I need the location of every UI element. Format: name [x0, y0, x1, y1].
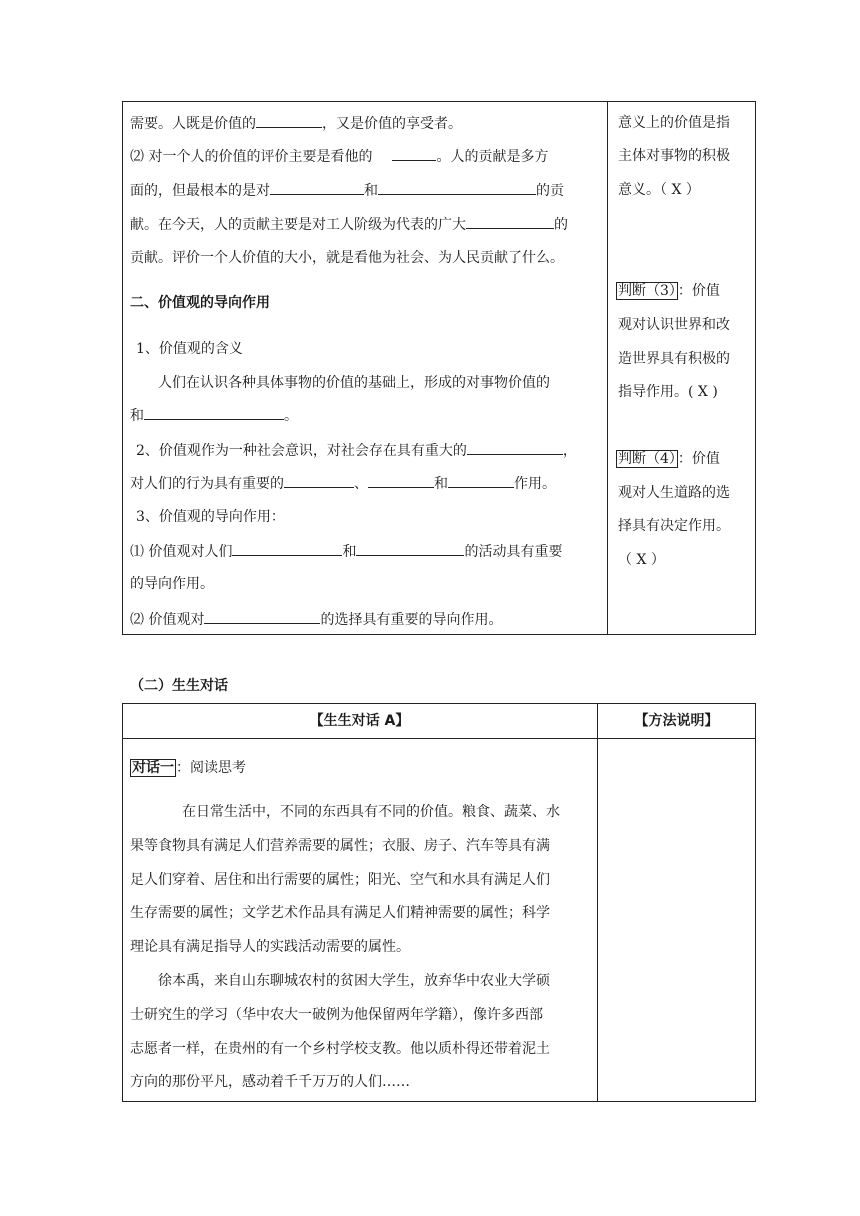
col-header-method: 【方法说明】 — [634, 713, 719, 729]
judgment-label-box: 判断（4） — [618, 451, 676, 467]
paragraph-line: 果等食物具有满足人们营养需要的属性；衣服、房子、汽车等具有满 — [130, 838, 550, 854]
note-line: 择具有决定作用。 — [618, 518, 730, 534]
note-line: 意义上的价值是指 — [618, 115, 730, 131]
text-line: ⑴ 价值观对人们 和 的活动具有重要 — [130, 541, 562, 562]
paragraph-line: 理论具有满足指导人的实践活动需要的属性。 — [130, 939, 410, 955]
fill-blank[interactable] — [392, 146, 436, 161]
text-line: 和 。 — [130, 405, 298, 426]
text-line: 对人们的行为具有重要的 、 和 作用。 — [130, 473, 556, 494]
fill-blank[interactable] — [378, 180, 536, 195]
dialogue-label: 对话一 ：阅读思考 — [132, 760, 246, 776]
dialogue-label-box: 对话一 — [132, 760, 174, 776]
text-line: 面的，但最根本的是对 和 的贡 — [130, 180, 564, 201]
text-line: 需要。人既是价值的 ，又是价值的享受者。 — [130, 113, 462, 134]
fill-blank[interactable] — [368, 473, 434, 488]
col-header-dialogue: 【生生对话 A】 — [309, 713, 410, 729]
fill-blank[interactable] — [256, 113, 322, 128]
subheading: 3、价值观的导向作用： — [136, 509, 285, 525]
text-line: 献。在今天，人的贡献主要是对工人阶级为代表的广大 的 — [130, 214, 568, 235]
fill-blank[interactable] — [232, 541, 342, 556]
note-line: 造世界具有积极的 — [618, 351, 730, 367]
table-top-divider — [607, 101, 608, 634]
paragraph-line: 生存需要的属性；文学艺术作品具有满足人们精神需要的属性；科学 — [130, 905, 550, 921]
section-title: （二）生生对话 — [130, 678, 228, 694]
text-line: 人们在认识各种具体事物的价值的基础上，形成的对事物价值的 — [158, 375, 550, 391]
paragraph-line: 徐本禹，来自山东聊城农村的贫困大学生，放弃华中农业大学硕 — [158, 973, 550, 989]
note-line: 主体对事物的积极 — [618, 148, 730, 164]
fill-blank[interactable] — [466, 214, 554, 229]
dialogue-table-col-divider — [597, 703, 598, 1101]
fill-blank[interactable] — [356, 541, 464, 556]
fill-blank[interactable] — [144, 405, 284, 420]
note-line: 意义。（ X ） — [618, 182, 700, 198]
text-line: ⑵ 价值观对 的选择具有重要的导向作用。 — [130, 609, 502, 630]
text-line: 2、价值观作为一种社会意识，对社会存在具有重大的 ， — [136, 440, 577, 461]
subheading: 1、价值观的含义 — [136, 341, 243, 357]
fill-blank[interactable] — [467, 440, 563, 455]
text-line: 的导向作用。 — [130, 576, 214, 592]
judgment-label-box: 判断（3） — [618, 283, 676, 299]
judgment-4: 判断（4） ：价值 — [618, 451, 720, 467]
note-line: （ X ） — [618, 552, 665, 568]
fill-blank[interactable] — [204, 609, 320, 624]
paragraph-line: 士研究生的学习（华中农大一破例为他保留两年学籍），像许多西部 — [130, 1007, 543, 1023]
paragraph-line: 方向的那份平凡，感动着千千万万的人们…… — [130, 1074, 410, 1090]
dialogue-table-header-divider — [122, 738, 755, 739]
fill-blank[interactable] — [270, 180, 364, 195]
fill-blank[interactable] — [448, 473, 514, 488]
section-heading: 二、价值观的导向作用 — [130, 295, 270, 311]
note-line: 观对认识世界和改 — [618, 317, 730, 333]
judgment-3: 判断（3） ：价值 — [618, 283, 720, 299]
fill-blank[interactable] — [284, 473, 354, 488]
text-line: 贡献。评价一个人价值的大小，就是看他为社会、为人民贡献了什么。 — [130, 250, 564, 266]
paragraph-line: 志愿者一样，在贵州的有一个乡村学校支教。他以质朴得还带着泥土 — [130, 1041, 550, 1057]
paragraph-line: 在日常生活中，不同的东西具有不同的价值。粮食、蔬菜、水 — [182, 804, 560, 820]
text-line: ⑵ 对一个人的价值的评价主要是看他的 。人的贡献是多方 — [130, 146, 548, 167]
note-line: 指导作用。( X ) — [618, 384, 718, 400]
note-line: 观对人生道路的选 — [618, 485, 730, 501]
paragraph-line: 足人们穿着、居住和出行需要的属性；阳光、空气和水具有满足人们 — [130, 872, 550, 888]
